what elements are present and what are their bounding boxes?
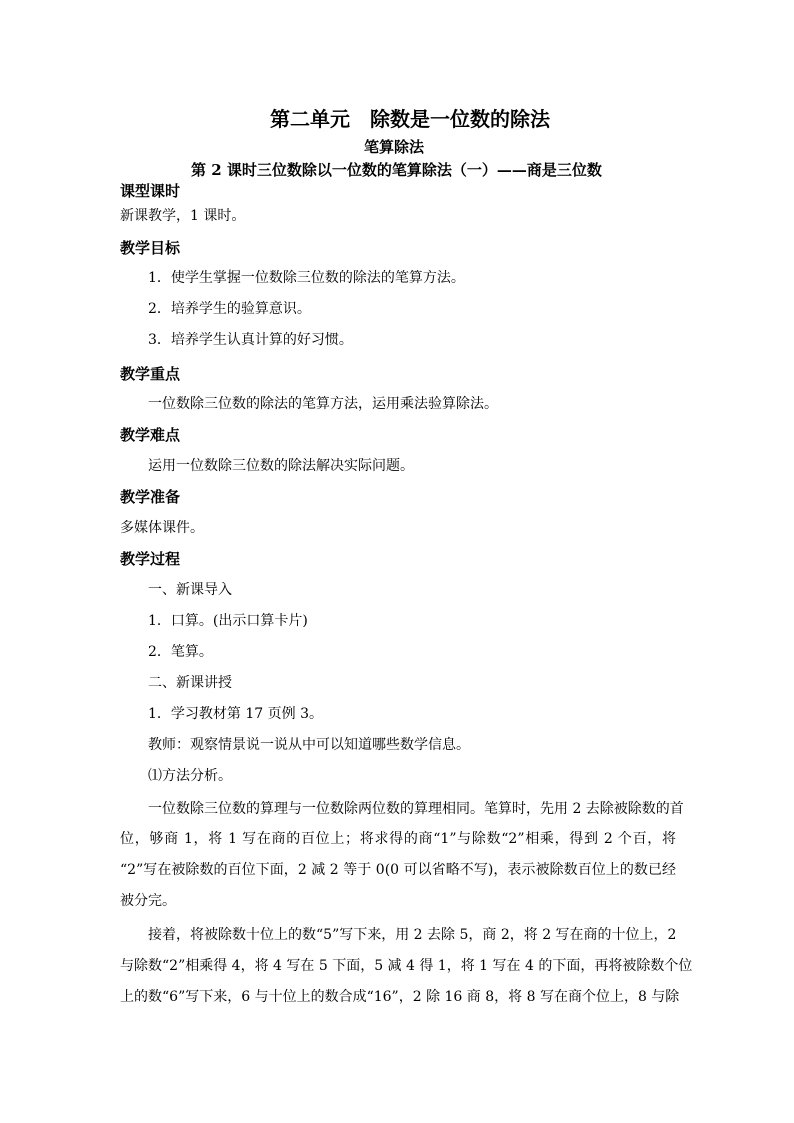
process-line: 2．笔算。 [148, 644, 213, 660]
section-heading-process: 教学过程 [120, 550, 181, 568]
section-heading-objectives: 教学目标 [120, 239, 181, 257]
section-heading-key-points: 教学重点 [120, 365, 181, 383]
section-heading-preparation: 教学准备 [120, 488, 181, 506]
preparation-text: 多媒体课件。 [120, 520, 204, 536]
process-line: 1．口算。(出示口算卡片) [148, 613, 308, 629]
difficulties-text: 运用一位数除三位数的除法解决实际问题。 [148, 458, 414, 474]
objective-item: 2．培养学生的验算意识。 [148, 301, 311, 317]
paragraph-line: 接着，将被除数十位上的数“5”写下来，用 2 去除 5，商 2，将 2 写在商的十位上，2 [148, 927, 677, 943]
paragraph-line: 位，够商 1，将 1 写在商的百位上；将求得的商“1”与除数“2”相乘，得到 2 个百，将 [120, 831, 676, 847]
paragraph-line: 一位数除三位数的算理与一位数除两位数的算理相同。笔算时，先用 2 去除被除数的首 [148, 801, 684, 817]
lesson-title: 第 2 课时三位数除以一位数的笔算除法（一）——商是三位数 [191, 161, 602, 179]
process-line: 二、新课讲授 [148, 675, 232, 691]
key-points-text: 一位数除三位数的除法的笔算方法，运用乘法验算除法。 [148, 396, 498, 412]
process-line: 教师：观察情景说一说从中可以知道哪些数学信息。 [148, 737, 470, 753]
section-heading-lesson-type: 课型课时 [120, 182, 181, 200]
objective-item: 3．培养学生认真计算的好习惯。 [148, 332, 353, 348]
unit-title: 第二单元 除数是一位数的除法 [270, 107, 550, 131]
subtitle: 笔算除法 [364, 138, 425, 156]
paragraph-line: 上的数“6”写下来，6 与十位上的数合成“16”，2 除 16 商 8，将 8 写在商个位上，8 与除 [120, 989, 680, 1005]
paragraph-line: “2”写在被除数的百位下面，2 减 2 等于 0(0 可以省略不写)，表示被除数百位上的数已经 [120, 862, 676, 878]
paragraph-line: 与除数“2”相乘得 4，将 4 写在 5 下面，5 减 4 得 1，将 1 写在 4 的下面，再将被除数个位 [120, 958, 693, 974]
process-line: 1．学习教材第 17 页例 3。 [148, 706, 323, 722]
process-line: 一、新课导入 [148, 582, 232, 598]
objective-item: 1．使学生掌握一位数除三位数的除法的笔算方法。 [148, 270, 465, 286]
lesson-type-text: 新课教学，1 课时。 [120, 208, 246, 224]
paragraph-line: 被分完。 [120, 893, 176, 909]
process-line: ⑴方法分析。 [148, 768, 232, 784]
section-heading-difficulties: 教学难点 [120, 426, 181, 444]
